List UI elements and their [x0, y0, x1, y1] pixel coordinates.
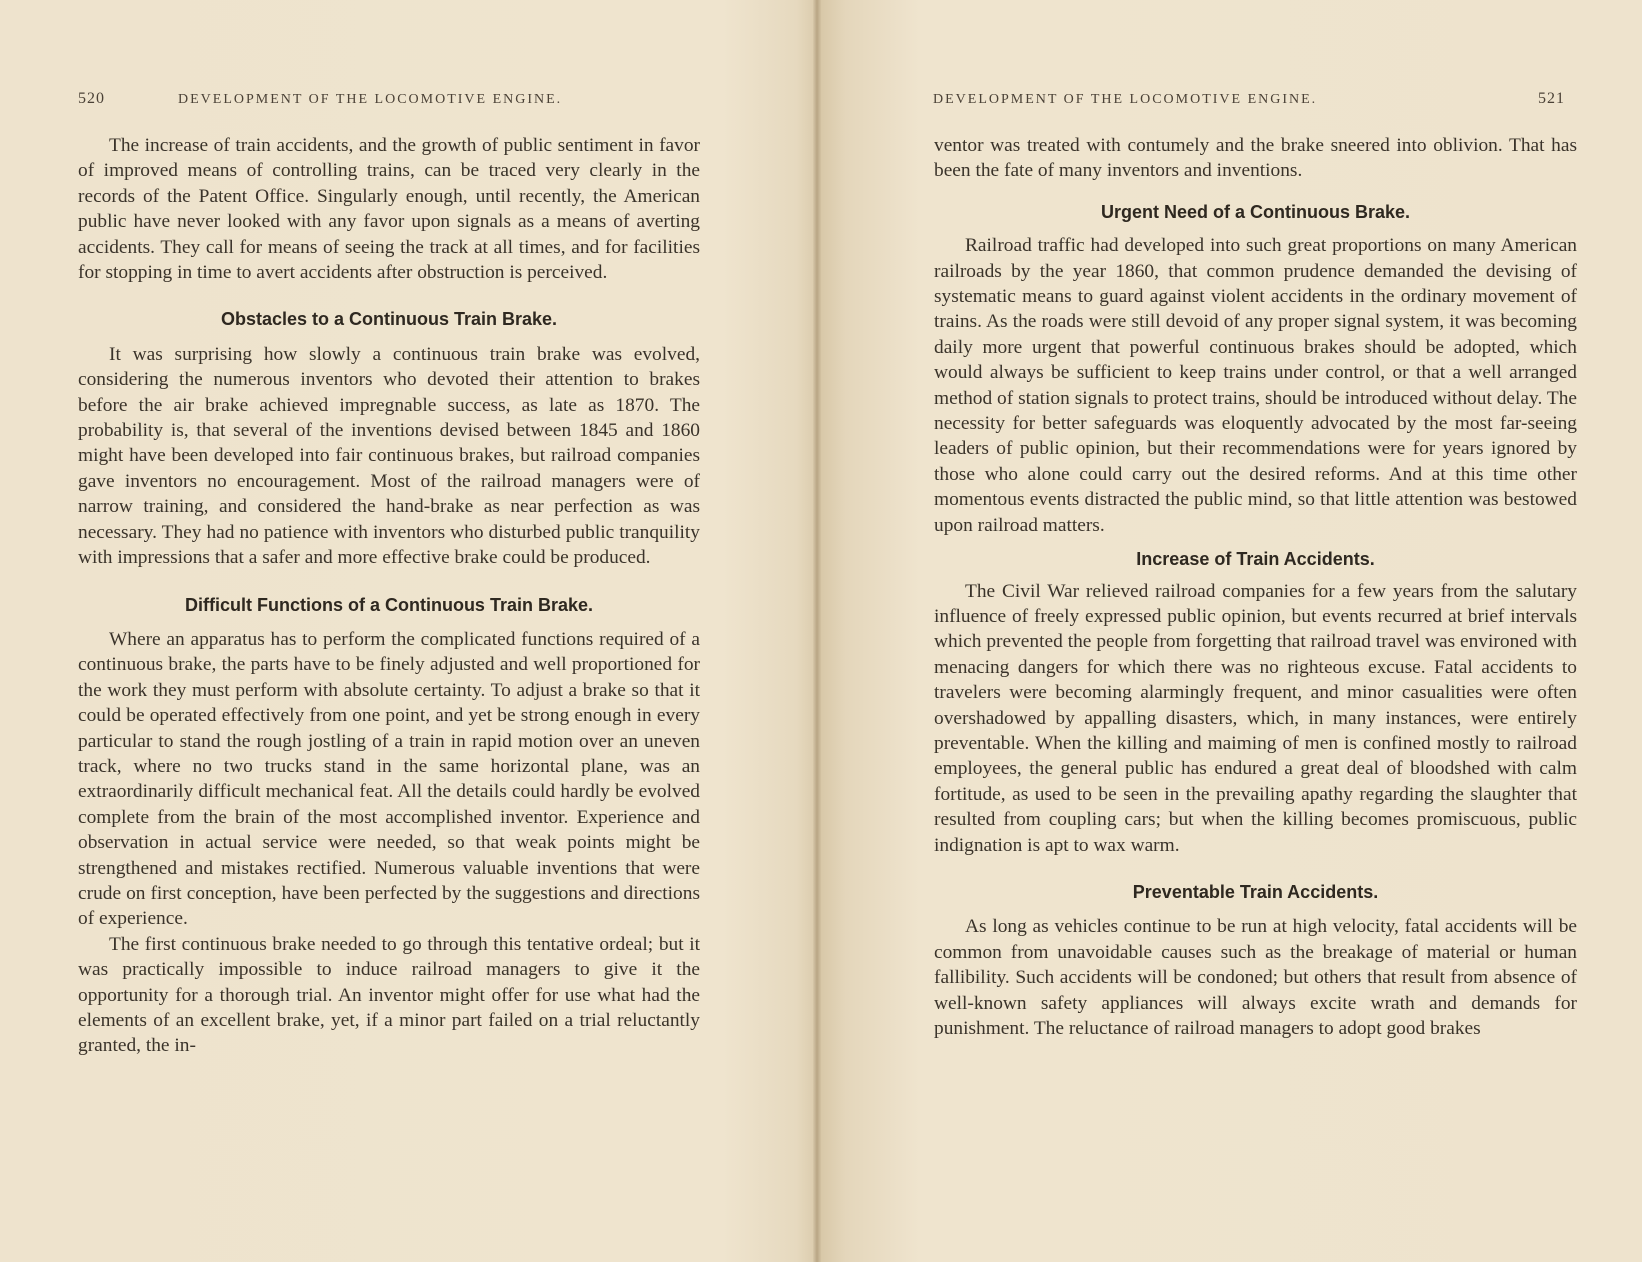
section-heading: Increase of Train Accidents. — [1136, 549, 1375, 570]
running-head-title-left: DEVELOPMENT OF THE LOCOMOTIVE ENGINE. — [178, 92, 563, 107]
paragraph: The Civil War relieved railroad companies for a few years from the salutary influence of freely expressed public opinion, but events recurred at brief intervals which prevented the people from forgetting that railroad travel was environed with menacing dangers for which there was no righteous excuse. Fatal accidents to travelers were becoming alarmingly frequent, and minor casualities were often overshadowed by appalling disasters, which, in many instances, were entirely preventable. When the killing and maiming of men is confined mostly to railroad employees, the general public has endured a great deal of bloodshed with calm fortitude, as used to be seen in the prevailing apathy regarding the slaughter that resulted from coupling cars; but when the killing becomes promiscuous, public indignation is apt to wax warm. — [934, 580, 1577, 856]
text-column-left — [78, 133, 700, 1059]
book-gutter — [813, 0, 821, 1262]
page-number-right: 521 — [1538, 90, 1565, 107]
running-head-right — [933, 90, 1565, 112]
section-heading: Difficult Functions of a Continuous Train Brake. — [184, 594, 593, 615]
paragraph: Railroad traffic had developed into such great proportions on many American railroads by the year 1860, that common prudence demanded the devising of systematic means to guard against violent accidents in the ordinary movement of trains. As the roads were still devoid of any proper signal system, it was becoming daily more urgent that powerful continuous brakes should be adopted, which would always be sufficient to keep trains under control, or that a well arranged method of station signals to protect trains, should be introduced without delay. The necessity for better safeguards was eloquently advocated by the most far-seeing leaders of public opinion, but their recommendations were for years ignored by those who alone could carry out the desired reforms. And at this time other momentous events distracted the public mind, so that little attention was bestowed upon railroad matters. — [934, 235, 1577, 536]
text-column-right — [934, 133, 1577, 1041]
section-heading: Preventable Train Accidents. — [1132, 881, 1379, 902]
paragraph-continued: ventor was treated with contumely and the brake sneered into oblivion. That has been the fate of many inventors and inventions. — [934, 135, 1577, 182]
paragraph: It was surprising how slowly a continuous train brake was evolved, considering the numerous inventors who devoted their attention to brakes before the air brake achieved impregnable success, as late as 1870. The probability is, that several of the inventions devised between 1845 and 1860 might have been developed into fair continuous brakes, but railroad companies gave inventors no encouragement. Most of the railroad managers were of narrow training, and considered the hand-brake as near perfection as was necessary. They had no patience with inventors who disturbed public tranquility with impressions that a safer and more effective brake could be produced. — [78, 343, 700, 569]
section-heading: Obstacles to a Continuous Train Brake. — [220, 309, 558, 330]
section-heading: Urgent Need of a Continuous Brake. — [1100, 201, 1411, 222]
paragraph: The first continuous brake needed to go through this tentative ordeal; but it was practically impossible to induce railroad managers to give it the opportunity for a thorough trial. An inventor might offer for use what had the elements of an excellent brake, yet, if a minor part failed on a trial reluctantly granted, the in- — [78, 933, 700, 1057]
paragraph: The increase of train accidents, and the growth of public sentiment in favor of improved means of controlling trains, can be traced very clearly in the records of the Patent Office. Singularly enough, until recently, the American public have never looked with any favor upon signals as a means of averting accidents. They call for means of seeing the track at all times, and for facilities for stopping in time to avert accidents after obstruction is perceived. — [78, 135, 700, 284]
running-head-title-right: DEVELOPMENT OF THE LOCOMOTIVE ENGINE. — [933, 92, 1318, 107]
page-number-left: 520 — [78, 90, 105, 107]
right-page — [821, 0, 1642, 1262]
paragraph: Where an apparatus has to perform the complicated functions required of a continuous brake, the parts have to be finely adjusted and well proportioned for the work they must perform with absolute certainty. To adjust a brake so that it could be operated effectively from one point, and yet be strong enough in every particular to stand the rough jostling of a train in rapid motion over an uneven track, where no two trucks stand in the same horizontal plane, was an extraordinarily difficult mechanical feat. All the details could hardly be evolved complete from the brain of the most accomplished inventor. Experience and observation in actual service were needed, so that weak points might be strengthened and mistakes rectified. Numerous valuable inventions that were crude on first conception, have been perfected by the suggestions and directions of experience. — [78, 628, 700, 930]
paragraph: As long as vehicles continue to be run at high velocity, fatal accidents will be common from unavoidable causes such as the breakage of material or human fallibility. Such accidents will be condoned; but others that result from absence of well-known safety appliances will always excite wrath and demands for punishment. The reluctance of railroad managers to adopt good brakes — [934, 916, 1577, 1039]
running-head-left — [78, 90, 698, 112]
left-page — [0, 0, 813, 1262]
